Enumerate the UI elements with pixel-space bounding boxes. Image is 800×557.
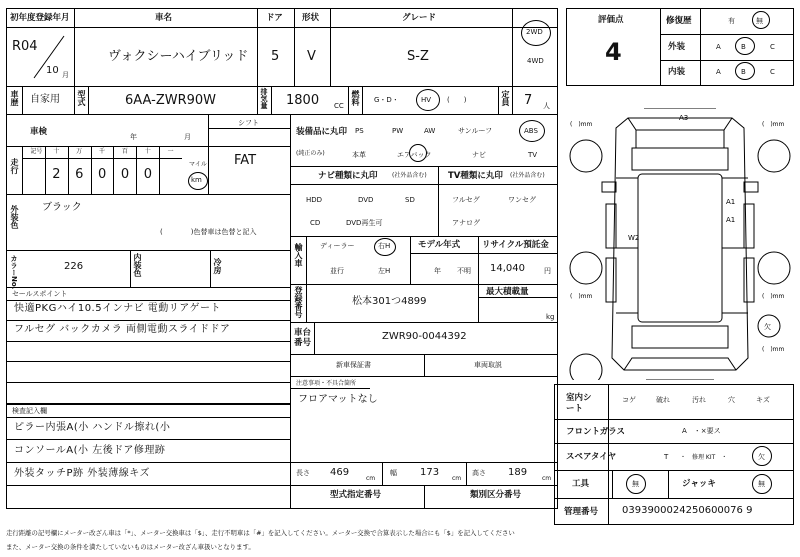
equip-pw: PW — [392, 127, 404, 135]
ruled-line-text: 快適PKGハイ10.5インナビ 電動リアゲート — [14, 303, 221, 315]
width-value: 173 — [420, 467, 440, 478]
divider — [22, 86, 23, 114]
tv-fullseg: フルセグ — [452, 196, 480, 204]
divider — [290, 166, 558, 167]
ruled-line-text: コンソールA(小 左後ドア修理跡 — [14, 444, 166, 456]
divider — [424, 354, 425, 376]
seat-label: 室内シート — [566, 393, 592, 415]
color-no-label: カラーNo. — [10, 255, 18, 290]
odometer-digit: 2 — [52, 167, 61, 182]
exterior-b: B — [741, 43, 746, 51]
divider — [466, 462, 467, 485]
glass-value: A ・×要ス — [682, 427, 721, 435]
fuel-paren: ( ) — [447, 96, 467, 104]
divider — [660, 34, 794, 35]
ruled-line-text: 外装タッチP跡 外装薄線キズ — [14, 467, 151, 479]
ruled-line-text: ピラー内張A(小 ハンドル擦れ(小 — [14, 421, 171, 433]
color-label: 外装色 — [10, 205, 19, 229]
type-no-label: 型式指定番号 — [330, 490, 382, 500]
odometer-header: 百 — [121, 148, 128, 155]
fuel-label: 燃料 — [351, 90, 360, 106]
ruled-line — [6, 383, 290, 404]
mark-w2: W2 — [628, 234, 640, 242]
divider — [478, 236, 479, 284]
navi-cd: CD — [310, 219, 321, 227]
divider — [612, 470, 613, 498]
divider — [306, 284, 307, 322]
odometer-header: 一 — [167, 148, 174, 155]
grade-label: グレード — [402, 13, 437, 23]
notes-value: フロアマットなし — [298, 394, 378, 405]
navi-sub: (社外品含む) — [392, 172, 427, 179]
spare-label: スペアタイヤ — [566, 452, 617, 462]
navi-dvd: DVD — [358, 196, 374, 204]
odometer-digit: 6 — [75, 167, 84, 182]
mile-label: マイル — [189, 161, 207, 168]
usage-label: 車歴 — [10, 90, 19, 106]
seat-hole: 穴 — [728, 396, 735, 404]
height-value: 189 — [508, 467, 528, 478]
tv-sub: (社外品含む) — [510, 172, 545, 179]
class-no-label: 類別区分番号 — [470, 490, 522, 500]
score-label: 評価点 — [598, 15, 624, 25]
length-label: 長さ — [296, 469, 310, 477]
divider — [91, 146, 92, 194]
equip-tv: TV — [528, 151, 538, 159]
navi-dvd-play: DVD再生可 — [346, 219, 383, 227]
divider — [554, 498, 794, 499]
usage-value: 自家用 — [30, 94, 60, 105]
equip-aw: AW — [424, 127, 436, 135]
divider — [668, 470, 669, 498]
divider — [512, 8, 513, 86]
navi-label: ナビ種類に丸印 — [318, 171, 378, 181]
month-unit: 月 — [62, 71, 69, 79]
mgmt-label: 管理番号 — [564, 507, 599, 517]
import-label: 輸入車 — [294, 243, 303, 267]
svg-text:( )mm: ( )mm — [570, 121, 593, 128]
divider — [6, 404, 290, 405]
import-dealer: ディーラー — [320, 242, 355, 250]
shift-value: FAT — [234, 153, 257, 168]
ruled-line-text: フルセグ バックカメラ 両側電動スライドドア — [14, 324, 231, 336]
length-cm: cm — [366, 475, 376, 482]
interior-a: A — [716, 68, 721, 76]
width-label: 幅 — [390, 469, 397, 477]
displacement-label: 排気量 — [260, 88, 268, 109]
model-label: 車名 — [155, 13, 173, 23]
svg-text:( )mm: ( )mm — [762, 293, 785, 300]
divider — [512, 86, 513, 114]
exterior-c: C — [770, 43, 775, 51]
divider — [6, 114, 558, 115]
import-parallel: 並行 — [330, 267, 344, 275]
equip-abs: ABS — [524, 127, 538, 135]
month-value: 10 — [46, 65, 59, 76]
tool-value: 無 — [632, 480, 639, 488]
interior-label: 内装 — [668, 67, 686, 77]
divider — [290, 376, 558, 377]
mileage-label: 走行 — [10, 158, 19, 174]
year-label: 初年度登録年月 — [10, 13, 70, 23]
divider — [290, 236, 558, 237]
divider — [210, 250, 211, 287]
divider — [290, 184, 558, 185]
load-kg: kg — [546, 313, 555, 321]
svg-text:( )mm: ( )mm — [762, 346, 785, 353]
divider — [478, 284, 479, 322]
divider — [306, 236, 307, 284]
svg-text:( )mm: ( )mm — [762, 121, 785, 128]
divider — [136, 146, 137, 194]
repair-no: 無 — [756, 17, 763, 25]
divider — [159, 146, 160, 194]
divider — [410, 253, 558, 254]
model-name: ヴォクシーハイブリッド — [108, 49, 249, 64]
equip-sunroof: サンルーフ — [458, 127, 493, 135]
color-no-value: 226 — [64, 261, 84, 272]
divider — [294, 8, 295, 86]
glass-label: フロントガラス — [566, 427, 625, 437]
chassis-value: ZWR90-0044392 — [382, 331, 467, 342]
plate-value: 松本301つ4899 — [352, 296, 427, 307]
model-year-unknown: 不明 — [457, 267, 471, 275]
score-value: 4 — [605, 38, 622, 66]
jack-value: 無 — [758, 480, 765, 488]
repair-label: 修復歴 — [666, 16, 692, 26]
seat-tear: 破れ — [656, 396, 670, 404]
door-count: 5 — [271, 49, 280, 64]
mgmt-value: 0393900024250600076 9 — [622, 505, 753, 516]
divider — [382, 462, 383, 485]
equip-navi: ナビ — [472, 151, 486, 159]
interior-c: C — [770, 68, 775, 76]
load-label: 最大積載量 — [486, 287, 529, 297]
height-label: 高さ — [472, 469, 486, 477]
divider — [88, 86, 89, 114]
divider — [314, 322, 315, 354]
recycle-yen: 円 — [544, 267, 551, 275]
mark-a1-upper: A1 — [726, 198, 736, 206]
checker-label: 検査記入欄 — [12, 407, 47, 415]
capacity-label: 定員 — [501, 90, 510, 106]
divider — [438, 166, 439, 236]
divider — [6, 250, 290, 251]
footer-line2: また、メーター交換の条件を満たしていないものはメーター改ざん車扱いとなります。 — [6, 543, 255, 551]
divider — [68, 146, 69, 194]
seat-burn: コゲ — [622, 396, 636, 404]
shape-label: 形状 — [302, 13, 320, 23]
odometer-digit: 0 — [120, 167, 130, 182]
warranty: 新車保証書 — [336, 361, 371, 369]
repair-yes: 有 — [728, 17, 735, 25]
divider — [362, 86, 363, 114]
ruled-line — [6, 362, 290, 383]
odometer-header: 十 — [53, 148, 60, 155]
navi-sd: SD — [405, 196, 415, 204]
equipment-label: 装備品に丸印 — [296, 127, 348, 137]
import-left-h: 左H — [378, 267, 391, 275]
fuel-options: G・D・ — [374, 96, 399, 104]
ruled-line — [6, 342, 290, 363]
odometer-header: 記号 — [30, 148, 43, 155]
width-cm: cm — [452, 475, 462, 482]
tv-oneseg: ワンセグ — [508, 196, 536, 204]
km-label: km — [191, 176, 202, 184]
shaken-label: 車検 — [30, 127, 48, 137]
import-right-h: 右H — [378, 242, 391, 250]
capacity-value: 7 — [524, 93, 533, 108]
ruled-line — [6, 440, 290, 463]
ac-label: 冷房 — [213, 258, 222, 274]
exterior-a: A — [716, 43, 721, 51]
seat-scratch: キズ — [756, 396, 770, 404]
footer-line1: 走行距離の記号欄にメーター改ざん車は「*」、メーター交換車は「$」、走行不明車は「#」を記入してください。メーター交換で合算表示した場合にも「$」を記入してください — [6, 529, 515, 537]
divider — [290, 388, 370, 389]
divider — [6, 194, 290, 195]
divider — [330, 8, 331, 86]
displacement-value: 1800 — [286, 93, 320, 108]
shaken-year-unit: 年 — [130, 133, 137, 141]
car-diagram — [566, 108, 794, 380]
divider — [660, 8, 661, 86]
spare-kit: ・ 修理 KIT ・ — [680, 454, 728, 461]
divider — [271, 86, 272, 114]
odometer-header: 万 — [76, 148, 83, 155]
notes-label: 注意事項・不具合箇所 — [296, 380, 357, 387]
tv-analog: アナログ — [452, 219, 480, 227]
interior-b: B — [741, 68, 746, 76]
fuel-hv: HV — [421, 96, 432, 104]
color-note: ( )色替車は色替と記入 — [160, 228, 257, 236]
chassis-label: 車台番号 — [294, 328, 312, 349]
divider — [6, 287, 290, 288]
divider — [290, 284, 558, 285]
divider — [410, 236, 411, 284]
exterior-label: 外装 — [668, 42, 686, 52]
equip-airbag: エアバック — [397, 151, 432, 159]
odometer-header: 十 — [144, 148, 151, 155]
divider — [348, 86, 349, 114]
shift-label: シフト — [238, 119, 259, 127]
registration-label: 登録番号 — [294, 286, 303, 318]
seat-stain: 汚れ — [692, 396, 706, 404]
odometer — [22, 146, 182, 194]
divider — [74, 8, 75, 86]
lack-mark: 欠 — [764, 323, 771, 331]
length-value: 469 — [330, 467, 350, 478]
manual: 車両取説 — [474, 361, 502, 369]
mark-a3: A3 — [679, 114, 689, 122]
year-value: R04 — [12, 39, 38, 54]
ruled-line — [6, 463, 290, 486]
divider — [424, 485, 425, 509]
divider — [290, 114, 291, 509]
divider — [257, 8, 258, 86]
equipment-sublabel: (純正のみ) — [296, 150, 325, 157]
divider — [554, 443, 794, 444]
type-label: 型式 — [77, 90, 86, 106]
drive-4wd: 4WD — [527, 57, 544, 65]
sales-label: セールスポイント — [12, 290, 68, 298]
ruled-line — [6, 417, 290, 440]
model-code: 6AA-ZWR90W — [125, 93, 217, 108]
capacity-unit: 人 — [543, 102, 550, 110]
tool-label: 工具 — [572, 479, 590, 489]
shape-value: V — [307, 49, 316, 64]
door-label: ドア — [266, 13, 283, 23]
height-cm: cm — [542, 475, 552, 482]
ruled-line — [6, 321, 290, 342]
recycle-value: 14,040 — [490, 263, 525, 274]
spare-t: T — [664, 453, 669, 461]
model-year-label: モデル年式 — [418, 240, 461, 250]
navi-hdd: HDD — [306, 196, 323, 204]
jack-label: ジャッキ — [682, 479, 716, 489]
shaken-month-unit: 月 — [184, 133, 191, 141]
divider — [478, 297, 558, 298]
divider — [554, 419, 794, 420]
divider — [6, 27, 558, 28]
divider — [130, 250, 131, 287]
divider — [208, 114, 209, 194]
tv-label: TV種類に丸印 — [448, 171, 503, 181]
spare-lack: 欠 — [758, 453, 765, 461]
divider — [74, 86, 75, 114]
mark-a1-lower: A1 — [726, 216, 736, 224]
divider — [290, 322, 558, 323]
equip-leather: 本革 — [352, 151, 366, 159]
svg-text:( )mm: ( )mm — [570, 293, 593, 300]
divider — [290, 462, 558, 463]
odometer-digit: 0 — [143, 167, 152, 182]
divider — [113, 146, 114, 194]
model-year-unit: 年 — [434, 267, 441, 275]
divider — [660, 60, 794, 61]
divider — [257, 86, 258, 114]
ruled-line — [6, 300, 290, 321]
recycle-label: リサイクル預託金 — [482, 240, 549, 250]
interior-color-label: 内装色 — [133, 253, 142, 277]
divider — [45, 146, 46, 194]
divider — [498, 86, 499, 114]
odometer-header: 千 — [99, 148, 106, 155]
divider — [554, 470, 794, 471]
cc-unit: CC — [334, 102, 344, 110]
equip-ps: PS — [355, 127, 364, 135]
grade-value: S-Z — [407, 49, 429, 64]
divider — [700, 8, 701, 86]
color-value: ブラック — [42, 202, 82, 213]
divider — [208, 128, 290, 129]
drive-2wd: 2WD — [526, 28, 543, 36]
odometer-digit: 0 — [98, 167, 107, 182]
